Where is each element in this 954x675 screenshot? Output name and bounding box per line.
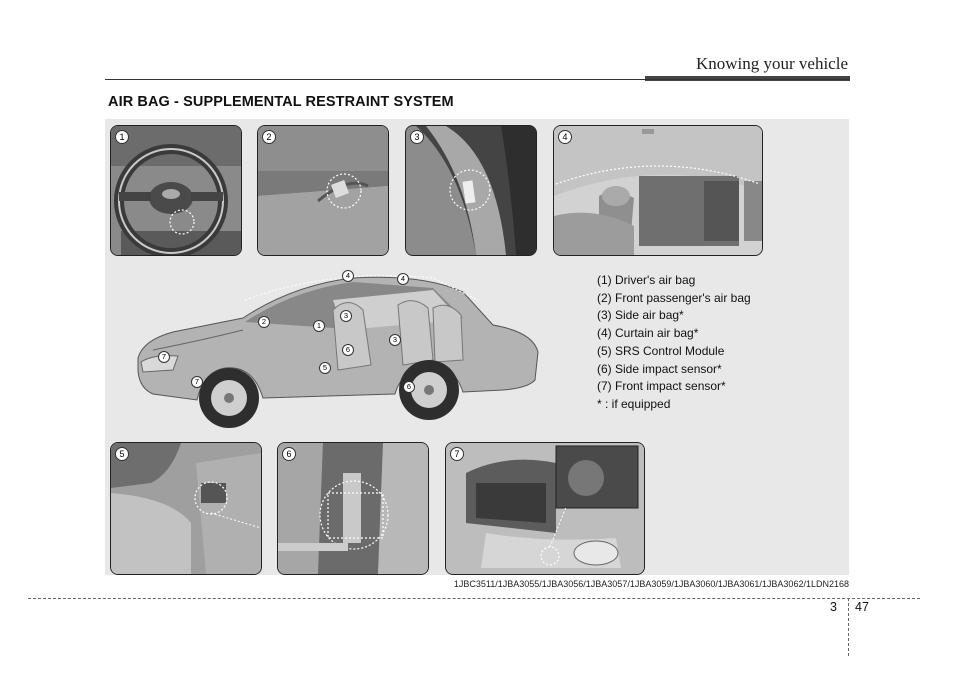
photo-number: 1 [115, 130, 129, 144]
car-callout-front-impact-sensor: 7 [191, 376, 203, 388]
photo-number: 3 [410, 130, 424, 144]
photo-number: 4 [558, 130, 572, 144]
console-illustration [111, 443, 261, 574]
car-callout-curtain-airbag: 4 [397, 273, 409, 285]
car-callout-driver-airbag: 1 [313, 320, 325, 332]
dashboard-illustration [258, 126, 388, 255]
legend-item: (1) Driver's air bag [597, 273, 696, 287]
legend-footnote: * : if equipped [597, 396, 671, 411]
legend-item: (7) Front impact sensor* [597, 379, 726, 394]
page-number: 47 [855, 600, 869, 614]
airbag-legend [597, 272, 751, 414]
car-callout-passenger-airbag: 2 [258, 316, 270, 328]
photo-number: 6 [282, 447, 296, 461]
legend-item: (5) SRS Control Module [597, 343, 725, 358]
photo-number: 7 [450, 447, 464, 461]
car-callout-side-airbag: 3 [340, 310, 352, 322]
photo-console [110, 442, 262, 575]
car-callout-front-impact-sensor: 7 [158, 351, 170, 363]
pillar-illustration [278, 443, 428, 574]
photo-roof-curtain [553, 125, 763, 256]
photo-number: 2 [262, 130, 276, 144]
steering-wheel-illustration [111, 126, 241, 255]
car-callout-curtain-airbag: 4 [342, 270, 354, 282]
photo-steering-wheel [110, 125, 242, 256]
footer-rule [28, 598, 920, 599]
legend-item: (2) Front passenger's air bag [597, 290, 751, 305]
photo-number: 5 [115, 447, 129, 461]
photo-pillar [277, 442, 429, 575]
car-cutaway-svg [133, 270, 543, 442]
photo-engine-bay [445, 442, 645, 575]
chapter-number: 3 [830, 600, 837, 614]
page-heading: AIR BAG - SUPPLEMENTAL RESTRAINT SYSTEM [108, 94, 454, 110]
car-callout-control-module: 5 [319, 362, 331, 374]
section-title: Knowing your vehicle [695, 54, 848, 73]
car-callout-side-impact-sensor: 6 [403, 381, 415, 393]
footer-divider [848, 598, 849, 656]
legend-item: (3) Side air bag* [597, 308, 684, 323]
car-callout-side-airbag: 3 [389, 334, 401, 346]
car-illustration [133, 270, 543, 442]
roof-interior-illustration [554, 126, 762, 255]
photo-seat-side [405, 125, 537, 256]
header-rule [105, 79, 850, 80]
legend-item: (6) Side impact sensor* [597, 361, 722, 376]
legend-item: (4) Curtain air bag* [597, 326, 699, 341]
figure-caption: 1JBC3511/1JBA3055/1JBA3056/1JBA3057/1JBA3059/1JBA3060/1JBA3061/1JBA3062/1LDN2168 [453, 579, 849, 589]
photo-dashboard [257, 125, 389, 256]
engine-bay-illustration [446, 443, 644, 574]
car-callout-side-impact-sensor: 6 [342, 344, 354, 356]
seat-illustration [406, 126, 536, 255]
